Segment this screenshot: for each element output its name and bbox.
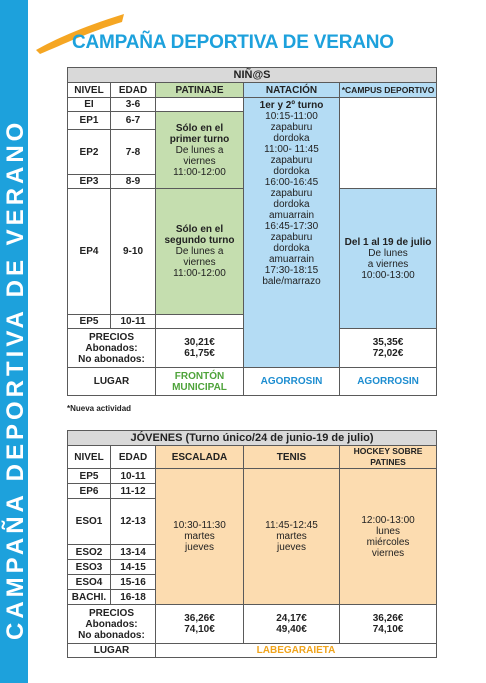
col-header-nivel: NIVEL bbox=[68, 83, 111, 98]
patinaje-first-turn-schedule: De lunes a viernes 11:00-12:00 bbox=[173, 144, 226, 178]
table-row-edad: 11-12 bbox=[111, 484, 156, 499]
table-row-nivel: EP2 bbox=[68, 130, 111, 175]
kids-place-label: LUGAR bbox=[68, 368, 156, 396]
campus-cell bbox=[340, 189, 437, 329]
kids-schedule-table bbox=[67, 67, 437, 396]
table-row-nivel: EP6 bbox=[68, 484, 111, 499]
youth-prices-label: PRECIOS Abonados: No abonados: bbox=[68, 605, 156, 644]
col-header-hockey: HOCKEY SOBRE PATINES bbox=[340, 446, 437, 469]
footnote: *Nueva actividad bbox=[67, 404, 132, 413]
youth-place-label: LUGAR bbox=[68, 644, 156, 658]
table-row-edad: 16-18 bbox=[111, 590, 156, 605]
table-row-nivel: ESO1 bbox=[68, 499, 111, 545]
place-patinaje: FRONTÓN MUNICIPAL bbox=[156, 368, 244, 396]
table-row-edad: 7-8 bbox=[111, 130, 156, 175]
col-header-edad: EDAD bbox=[111, 446, 156, 469]
table-row-edad: 9-10 bbox=[111, 189, 156, 315]
campus-dates: Del 1 al 19 de julio bbox=[344, 236, 432, 248]
table-row-edad: 10-11 bbox=[111, 469, 156, 484]
youth-schedule-table bbox=[67, 430, 437, 658]
table-row-nivel: EP4 bbox=[68, 189, 111, 315]
table-row-edad: 15-16 bbox=[111, 575, 156, 590]
table-row-edad: 6-7 bbox=[111, 112, 156, 130]
table-row-nivel: EP5 bbox=[68, 315, 111, 329]
patinaje-first-turn-cell bbox=[156, 112, 244, 189]
col-header-tenis: TENIS bbox=[244, 446, 340, 469]
patinaje-first-turn-title: Sólo en el primer turno bbox=[169, 122, 230, 145]
table-row-edad: 8-9 bbox=[111, 175, 156, 189]
place-natacion: AGORROSIN bbox=[244, 368, 340, 396]
table-row-edad: 14-15 bbox=[111, 560, 156, 575]
place-labegaraieta: LABEGARAIETA bbox=[156, 644, 437, 658]
table-row-edad: 12-13 bbox=[111, 499, 156, 545]
youth-table-header: JÓVENES (Turno único/24 de junio-19 de julio) bbox=[68, 431, 437, 446]
table-row-nivel: EI bbox=[68, 98, 111, 112]
table-row-nivel: ESO4 bbox=[68, 575, 111, 590]
table-row-nivel: ESO3 bbox=[68, 560, 111, 575]
price-hockey: 36,26€ 74,10€ bbox=[340, 605, 437, 644]
price-escalada: 36,26€ 74,10€ bbox=[156, 605, 244, 644]
page-title: CAMPAÑA DEPORTIVA DE VERANO bbox=[72, 32, 394, 53]
patinaje-second-turn-cell bbox=[156, 189, 244, 315]
natacion-schedule: 10:15-11:00 zapaburu dordoka 11:00- 11:45 zapaburu dordoka 16:00-16:45 zapaburu dordoka amuarrain 16:45-17:30 zapaburu dordoka amuarrain 17:30-18:15 bale/marrazo bbox=[262, 111, 321, 287]
table-row-nivel: BACHI. bbox=[68, 590, 111, 605]
table-row-edad: 13-14 bbox=[111, 545, 156, 560]
col-header-nivel: NIVEL bbox=[68, 446, 111, 469]
table-row-nivel: EP5 bbox=[68, 469, 111, 484]
kids-prices-label: PRECIOS Abonados: No abonados: bbox=[68, 329, 156, 368]
table-row-nivel: ESO2 bbox=[68, 545, 111, 560]
col-header-campus: *CAMPUS DEPORTIVO bbox=[340, 83, 437, 98]
tenis-schedule: 11:45-12:45 martes jueves bbox=[244, 469, 340, 605]
price-patinaje: 30,21€ 61,75€ bbox=[156, 329, 244, 368]
table-row-nivel: EP1 bbox=[68, 112, 111, 130]
empty-cell bbox=[156, 98, 244, 112]
col-header-edad: EDAD bbox=[111, 83, 156, 98]
natacion-schedule-cell bbox=[244, 98, 340, 368]
table-row-edad: 10-11 bbox=[111, 315, 156, 329]
side-banner-title: CAMPAÑA DEPORTIVA DE VERANO bbox=[2, 118, 29, 640]
patinaje-second-turn-schedule: De lunes a viernes 11:00-12:00 bbox=[173, 246, 226, 279]
col-header-patinaje: PATINAJE bbox=[156, 83, 244, 98]
natacion-turno: 1er y 2º turno bbox=[259, 100, 324, 111]
kids-table-header: NIÑ@S bbox=[68, 68, 437, 83]
table-row-edad: 3-6 bbox=[111, 98, 156, 112]
price-natacion: 35,35€ 72,02€ bbox=[340, 329, 437, 368]
hockey-schedule: 12:00-13:00 lunes miércoles viernes bbox=[340, 469, 437, 605]
campus-schedule: De lunes a viernes 10:00-13:00 bbox=[361, 247, 415, 281]
table-row-nivel: EP3 bbox=[68, 175, 111, 189]
col-header-natacion: NATACIÓN bbox=[244, 83, 340, 98]
patinaje-second-turn-title: Sólo en el segundo turno bbox=[164, 224, 235, 246]
empty-cell bbox=[156, 315, 244, 329]
place-campus: AGORROSIN bbox=[340, 368, 437, 396]
price-tenis: 24,17€ 49,40€ bbox=[244, 605, 340, 644]
col-header-escalada: ESCALADA bbox=[156, 446, 244, 469]
empty-cell bbox=[340, 98, 437, 189]
escalada-schedule: 10:30-11:30 martes jueves bbox=[156, 469, 244, 605]
